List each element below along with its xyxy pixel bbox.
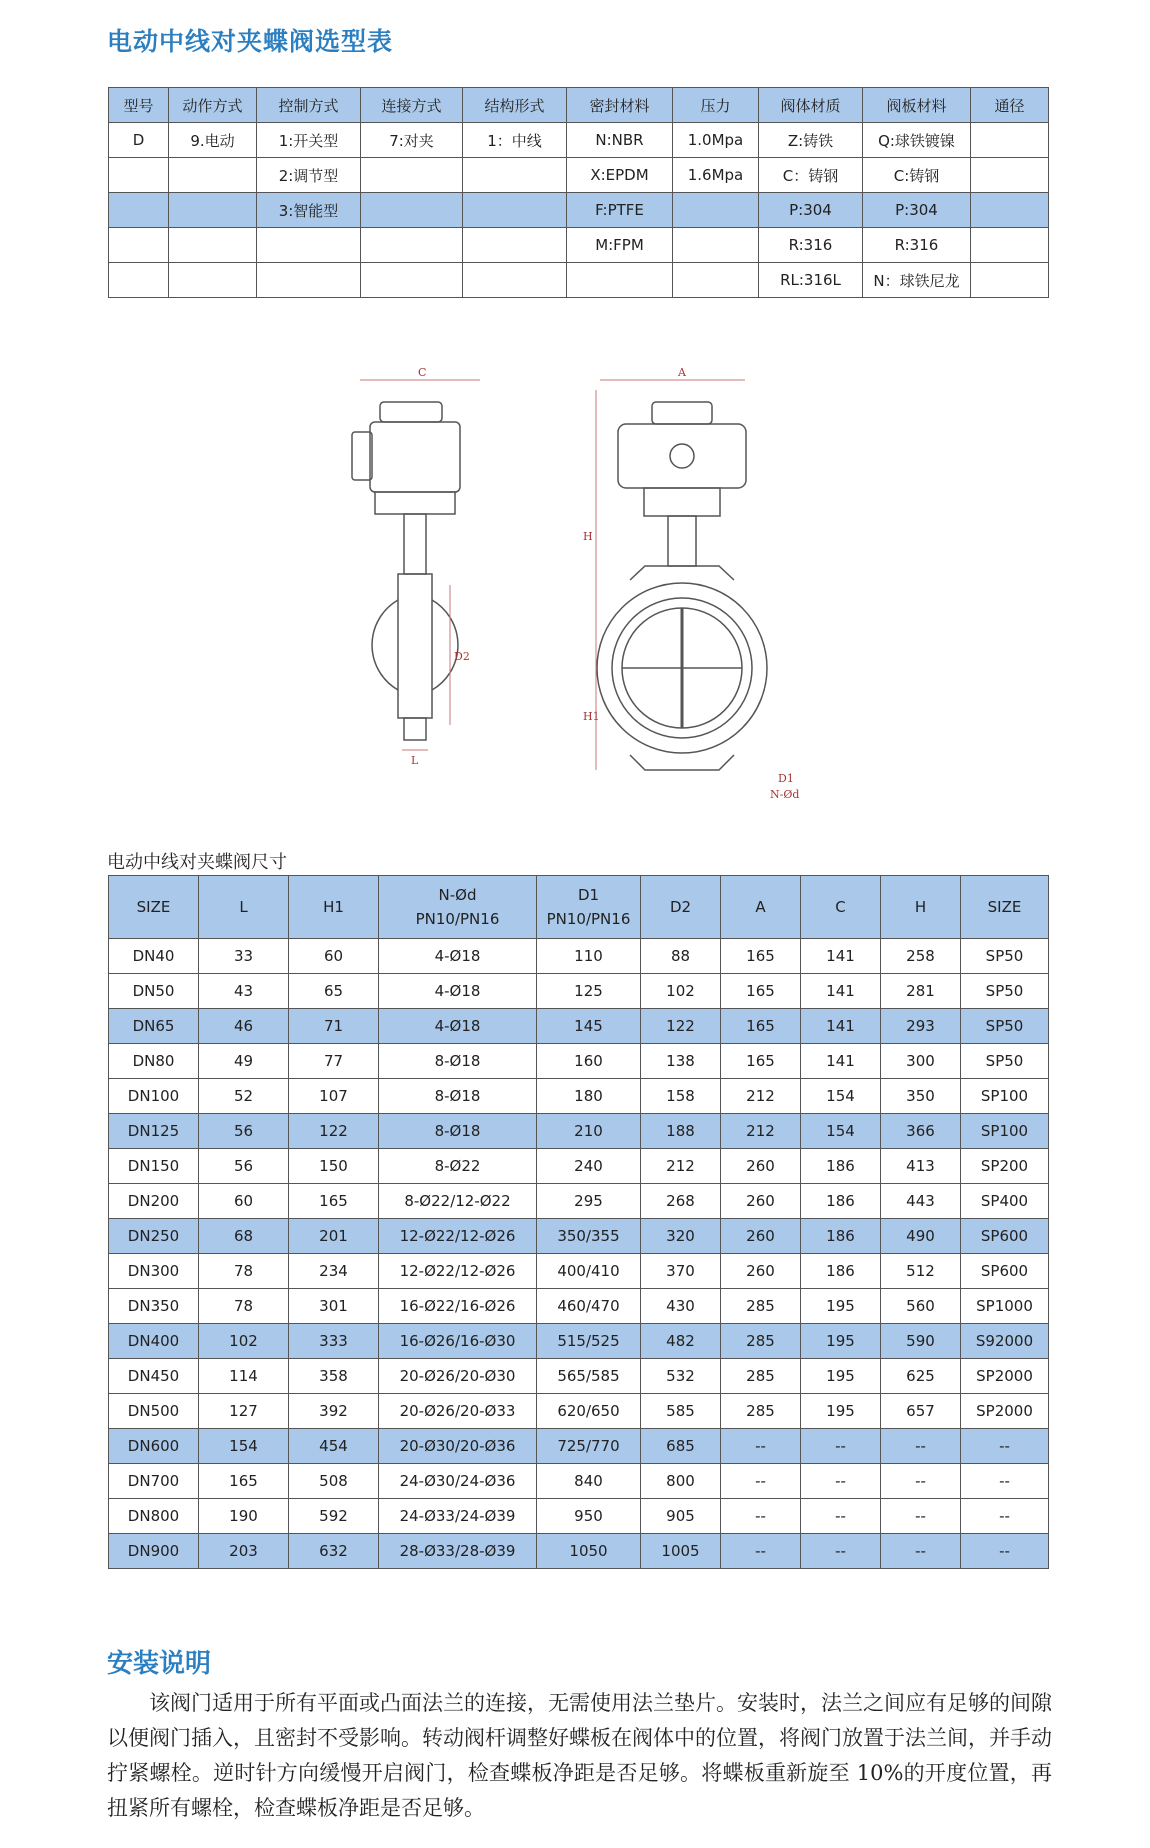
sel-header-cell: 阀板材料 [863,88,971,123]
sel-table-cell [673,228,759,263]
dim-table-cell: 102 [641,974,721,1009]
dim-table-cell: 4-Ø18 [379,1009,537,1044]
dim-table-cell: -- [961,1499,1049,1534]
sel-header-cell: 密封材料 [567,88,673,123]
sel-table-cell: P:304 [863,193,971,228]
dim-table-cell: 12-Ø22/12-Ø26 [379,1219,537,1254]
dim-header-cell: N-Ød PN10/PN16 [379,876,537,939]
dim-table-cell: DN900 [109,1534,199,1569]
dim-table-cell: 201 [289,1219,379,1254]
dim-table-cell: 56 [199,1114,289,1149]
sel-header-cell: 控制方式 [257,88,361,123]
dim-table-cell: 12-Ø22/12-Ø26 [379,1254,537,1289]
dim-table-row [109,1114,1049,1149]
dim-table-cell: 4-Ø18 [379,974,537,1009]
dim-table-cell: DN300 [109,1254,199,1289]
sel-table-cell [169,263,257,298]
sel-table-cell [971,263,1049,298]
sel-table-cell [361,193,463,228]
sel-table-cell: 1.6Mpa [673,158,759,193]
dim-label-d2: D2 [454,650,470,663]
dim-table-row [109,1359,1049,1394]
dim-table-cell: 482 [641,1324,721,1359]
dim-table-cell: 60 [199,1184,289,1219]
sel-table-cell [463,263,567,298]
dim-table-cell: 141 [801,1009,881,1044]
dim-table-cell: 632 [289,1534,379,1569]
dim-table-cell: 195 [801,1394,881,1429]
dim-table-cell: DN800 [109,1499,199,1534]
dim-header-cell: SIZE [961,876,1049,939]
dim-table-cell: 1005 [641,1534,721,1569]
dim-table-cell: 300 [881,1044,961,1079]
dim-table-cell: 186 [801,1149,881,1184]
dim-table-cell: 154 [801,1114,881,1149]
dim-table-cell: SP100 [961,1079,1049,1114]
dim-table-cell: 20-Ø30/20-Ø36 [379,1429,537,1464]
sel-table-cell [109,158,169,193]
dim-table-cell: 122 [641,1009,721,1044]
sel-table-cell [257,228,361,263]
dim-label-l: L [411,754,419,767]
sel-table-cell [109,228,169,263]
dim-table-cell: 625 [881,1359,961,1394]
dimension-table [108,875,1049,1569]
dim-header-cell: D1 PN10/PN16 [537,876,641,939]
dim-table-cell: 165 [199,1464,289,1499]
dim-table-cell: 585 [641,1394,721,1429]
dim-table-cell: 905 [641,1499,721,1534]
sel-table-cell [169,158,257,193]
sel-table-row [109,123,1049,158]
sel-table-cell [109,193,169,228]
dim-table-cell: 165 [721,1009,801,1044]
dim-table-cell: DN65 [109,1009,199,1044]
sel-table-cell [971,228,1049,263]
dim-table-cell: 212 [721,1079,801,1114]
dim-table-cell: -- [801,1464,881,1499]
dim-table-cell: 110 [537,939,641,974]
dim-table-cell: 258 [881,939,961,974]
dim-table-cell: 158 [641,1079,721,1114]
sel-table-cell: 9.电动 [169,123,257,158]
sel-table-cell: 1:开关型 [257,123,361,158]
dim-table-row [109,1464,1049,1499]
dim-table-cell: SP200 [961,1149,1049,1184]
dim-table-cell: SP400 [961,1184,1049,1219]
dim-table-cell: 512 [881,1254,961,1289]
dim-table-cell: -- [801,1499,881,1534]
dim-table-cell: 141 [801,1044,881,1079]
dim-label-h: H [583,530,593,543]
dim-table-cell: 454 [289,1429,379,1464]
dim-table-cell: 150 [289,1149,379,1184]
dim-table-row [109,974,1049,1009]
dim-table-cell: 71 [289,1009,379,1044]
dim-table-cell: 430 [641,1289,721,1324]
dim-table-cell: 281 [881,974,961,1009]
dim-table-cell: 240 [537,1149,641,1184]
dim-table-cell: SP50 [961,974,1049,1009]
sel-table-row [109,193,1049,228]
dim-table-cell: 320 [641,1219,721,1254]
dim-table-cell: 77 [289,1044,379,1079]
install-text: 该阀门适用于所有平面或凸面法兰的连接，无需使用法兰垫片。安装时，法兰之间应有足够的间隙以便阀门插入，且密封不受影响。转动阀杆调整好蝶板在阀体中的位置，将阀门放置于法兰间，并手动拧紧螺栓。逆时针方向缓慢开启阀门，检查蝶板净距是否足够。将蝶板重新旋至 10%的开度位置，再扭紧所有螺栓，检查蝶板净距是否足够。 [107,1691,1052,1820]
dim-label-d1: D1 [778,772,794,785]
dim-table-cell: 60 [289,939,379,974]
sel-table-cell: F:PTFE [567,193,673,228]
dim-table-cell: 8-Ø18 [379,1079,537,1114]
sel-header-cell: 动作方式 [169,88,257,123]
dim-table-cell: SP50 [961,1009,1049,1044]
dim-table-cell: 285 [721,1359,801,1394]
dim-table-cell: DN450 [109,1359,199,1394]
dim-table-cell: SP600 [961,1254,1049,1289]
dim-table-cell: DN40 [109,939,199,974]
dim-table-cell: 285 [721,1394,801,1429]
dim-table-cell: -- [961,1429,1049,1464]
dim-table-cell: -- [881,1534,961,1569]
dim-table-row [109,1254,1049,1289]
sel-table-cell: P:304 [759,193,863,228]
dim-table-cell: SP50 [961,939,1049,974]
dim-table-cell: 657 [881,1394,961,1429]
dim-table-cell: 260 [721,1219,801,1254]
install-title: 安装说明 [107,1649,212,1679]
dim-label-c: C [418,366,427,379]
dim-table-cell: 565/585 [537,1359,641,1394]
sel-table-cell [463,228,567,263]
dim-table-cell: 8-Ø18 [379,1044,537,1079]
dim-table-cell: SP2000 [961,1359,1049,1394]
sel-table-cell: 1.0Mpa [673,123,759,158]
dim-header-cell: A [721,876,801,939]
dim-table-cell: 590 [881,1324,961,1359]
dim-table-cell: SP600 [961,1219,1049,1254]
sel-table-cell: N:NBR [567,123,673,158]
dim-table-cell: 268 [641,1184,721,1219]
dim-table-cell: 114 [199,1359,289,1394]
valve-drawing [300,350,860,820]
dim-table-cell: 370 [641,1254,721,1289]
dim-header-cell: L [199,876,289,939]
sel-table-cell [361,228,463,263]
dim-table-cell: 145 [537,1009,641,1044]
sel-table-cell: N：球铁尼龙 [863,263,971,298]
dim-table-cell: 212 [721,1114,801,1149]
sel-header-cell: 型号 [109,88,169,123]
dim-table-cell: 28-Ø33/28-Ø39 [379,1534,537,1569]
sel-table-row [109,263,1049,298]
dim-table-row [109,1324,1049,1359]
dim-table-cell: 78 [199,1289,289,1324]
dim-table-cell: 20-Ø26/20-Ø33 [379,1394,537,1429]
dim-table-cell: 88 [641,939,721,974]
sel-table-row [109,228,1049,263]
dim-table-cell: 840 [537,1464,641,1499]
sel-table-cell: C:铸钢 [863,158,971,193]
dim-table-cell: 212 [641,1149,721,1184]
dim-table-cell: DN400 [109,1324,199,1359]
sel-header-cell: 通径 [971,88,1049,123]
sel-table-cell: M:FPM [567,228,673,263]
dim-label-nd: N-Ød [770,788,800,801]
dim-table-cell: 195 [801,1359,881,1394]
sel-table-cell: RL:316L [759,263,863,298]
dim-table-cell: 301 [289,1289,379,1324]
dim-table-cell: 33 [199,939,289,974]
sel-table-cell [673,263,759,298]
dim-table-cell: DN200 [109,1184,199,1219]
dim-table-cell: -- [961,1534,1049,1569]
dim-table-cell: DN700 [109,1464,199,1499]
dim-table-row [109,1534,1049,1569]
dim-table-cell: 260 [721,1149,801,1184]
dim-table-cell: 165 [289,1184,379,1219]
dim-table-cell: 293 [881,1009,961,1044]
dim-table-cell: 190 [199,1499,289,1534]
dim-table-cell: DN80 [109,1044,199,1079]
dim-table-cell: 16-Ø22/16-Ø26 [379,1289,537,1324]
sel-header-cell: 结构形式 [463,88,567,123]
dim-table-cell: 160 [537,1044,641,1079]
dim-table-cell: 333 [289,1324,379,1359]
sel-table-cell: Q:球铁镀镍 [863,123,971,158]
dim-table-cell: 20-Ø26/20-Ø30 [379,1359,537,1394]
dim-table-cell: 188 [641,1114,721,1149]
dim-table-cell: 68 [199,1219,289,1254]
dim-header-cell: SIZE [109,876,199,939]
dim-table-cell: 43 [199,974,289,1009]
dim-table-cell: 358 [289,1359,379,1394]
dim-table-cell: 1050 [537,1534,641,1569]
dim-table-cell: 260 [721,1254,801,1289]
dim-table-row [109,1499,1049,1534]
sel-table-cell [109,263,169,298]
sel-header-cell: 连接方式 [361,88,463,123]
dim-table-cell: -- [881,1429,961,1464]
dim-table-cell: 620/650 [537,1394,641,1429]
dim-table-cell: 165 [721,974,801,1009]
dim-table-cell: DN250 [109,1219,199,1254]
sel-table-cell [257,263,361,298]
dim-table-cell: 107 [289,1079,379,1114]
dim-table-cell: 165 [721,1044,801,1079]
dim-table-cell: -- [721,1534,801,1569]
dim-table-cell: 350 [881,1079,961,1114]
sel-table-cell: D [109,123,169,158]
dim-label-a: A [678,366,686,379]
dim-table-cell: 24-Ø33/24-Ø39 [379,1499,537,1534]
dim-table-cell: SP50 [961,1044,1049,1079]
dim-table-cell: 154 [801,1079,881,1114]
sel-table-cell [463,193,567,228]
sel-table-cell: 2:调节型 [257,158,361,193]
sel-table-cell [169,193,257,228]
sel-table-cell [361,263,463,298]
dim-table-cell: 154 [199,1429,289,1464]
sel-table-cell: R:316 [759,228,863,263]
selection-table [108,87,1049,298]
dim-table-cell: DN100 [109,1079,199,1114]
dim-table-row [109,1394,1049,1429]
dim-table-cell: 138 [641,1044,721,1079]
dim-table-cell: 685 [641,1429,721,1464]
dim-table-cell: 260 [721,1184,801,1219]
dim-table-cell: -- [881,1464,961,1499]
sel-table-cell [567,263,673,298]
dim-table-cell: SP2000 [961,1394,1049,1429]
dim-table-cell: -- [801,1429,881,1464]
sel-header-cell: 压力 [673,88,759,123]
dim-table-cell: 460/470 [537,1289,641,1324]
dim-table-cell: 65 [289,974,379,1009]
sel-table-cell [673,193,759,228]
dim-table-cell: 186 [801,1254,881,1289]
dim-table-cell: 400/410 [537,1254,641,1289]
dim-table-cell: 141 [801,974,881,1009]
sel-table-cell [971,158,1049,193]
sel-table-cell [169,228,257,263]
dim-table-cell: -- [721,1464,801,1499]
dim-table-cell: 560 [881,1289,961,1324]
sel-table-cell: 7:对夹 [361,123,463,158]
dim-table-row [109,1184,1049,1219]
dim-table-cell: 285 [721,1324,801,1359]
dim-table-cell: 234 [289,1254,379,1289]
dim-table-cell: 56 [199,1149,289,1184]
dim-table-cell: 592 [289,1499,379,1534]
dim-header-cell: D2 [641,876,721,939]
sel-table-cell [971,193,1049,228]
dim-table-cell: 16-Ø26/16-Ø30 [379,1324,537,1359]
dim-table-cell: 950 [537,1499,641,1534]
dim-table-cell: 24-Ø30/24-Ø36 [379,1464,537,1499]
dim-table-cell: 186 [801,1184,881,1219]
dim-table-cell: 49 [199,1044,289,1079]
sel-table-cell: 3:智能型 [257,193,361,228]
sel-table-cell: R:316 [863,228,971,263]
sel-table-cell [971,123,1049,158]
dim-table-cell: 8-Ø22 [379,1149,537,1184]
dim-table-cell: 125 [537,974,641,1009]
dim-table-cell: 392 [289,1394,379,1429]
dim-table-cell: 8-Ø22/12-Ø22 [379,1184,537,1219]
dim-table-cell: 180 [537,1079,641,1114]
dim-table-cell: DN600 [109,1429,199,1464]
dim-table-cell: 413 [881,1149,961,1184]
selection-table-title: 电动中线对夹蝶阀选型表 [107,27,394,56]
dim-table-cell: -- [721,1429,801,1464]
dim-table-cell: DN350 [109,1289,199,1324]
dim-table-cell: 515/525 [537,1324,641,1359]
dim-table-row [109,1044,1049,1079]
dim-table-cell: 127 [199,1394,289,1429]
dim-table-cell: 210 [537,1114,641,1149]
dim-table-cell: 52 [199,1079,289,1114]
dim-table-cell: 285 [721,1289,801,1324]
dim-table-cell: 4-Ø18 [379,939,537,974]
dim-header-cell: C [801,876,881,939]
dim-table-cell: -- [801,1534,881,1569]
sel-table-cell: C：铸钢 [759,158,863,193]
dim-table-cell: 102 [199,1324,289,1359]
dim-label-h1: H1 [583,710,600,723]
dim-table-cell: 122 [289,1114,379,1149]
dim-table-cell: 165 [721,939,801,974]
dim-table-cell: 350/355 [537,1219,641,1254]
dim-table-cell: 295 [537,1184,641,1219]
dim-table-row [109,1079,1049,1114]
dim-table-row [109,1009,1049,1044]
dim-header-cell: H1 [289,876,379,939]
dim-table-cell: 366 [881,1114,961,1149]
dim-header-cell: H [881,876,961,939]
dim-table-row [109,1149,1049,1184]
dim-table-cell: 508 [289,1464,379,1499]
dim-table-cell: 195 [801,1324,881,1359]
dim-table-cell: 490 [881,1219,961,1254]
dim-table-cell: DN125 [109,1114,199,1149]
dim-table-cell: 186 [801,1219,881,1254]
dim-table-cell: DN500 [109,1394,199,1429]
dim-table-cell: 532 [641,1359,721,1394]
dim-table-cell: 78 [199,1254,289,1289]
dim-table-cell: SP100 [961,1114,1049,1149]
sel-table-cell: 1：中线 [463,123,567,158]
dim-table-cell: 195 [801,1289,881,1324]
dim-table-cell: S92000 [961,1324,1049,1359]
sel-table-cell [463,158,567,193]
sel-header-cell: 阀体材质 [759,88,863,123]
dim-table-cell: DN50 [109,974,199,1009]
dim-table-cell: -- [961,1464,1049,1499]
dim-table-cell: 141 [801,939,881,974]
dim-table-cell: DN150 [109,1149,199,1184]
sel-table-cell [361,158,463,193]
dim-table-cell: 203 [199,1534,289,1569]
dim-table-cell: -- [721,1499,801,1534]
dim-table-cell: 46 [199,1009,289,1044]
dim-table-cell: 725/770 [537,1429,641,1464]
dim-table-row [109,939,1049,974]
dim-table-row [109,1429,1049,1464]
dim-table-cell: 443 [881,1184,961,1219]
dimension-table-title: 电动中线对夹蝶阀尺寸 [107,852,287,873]
sel-table-cell: Z:铸铁 [759,123,863,158]
dim-table-cell: -- [881,1499,961,1534]
dim-table-cell: 8-Ø18 [379,1114,537,1149]
dim-table-cell: SP1000 [961,1289,1049,1324]
dim-table-cell: 800 [641,1464,721,1499]
dim-table-row [109,1289,1049,1324]
sel-table-cell: X:EPDM [567,158,673,193]
dim-table-row [109,1219,1049,1254]
sel-table-row [109,158,1049,193]
